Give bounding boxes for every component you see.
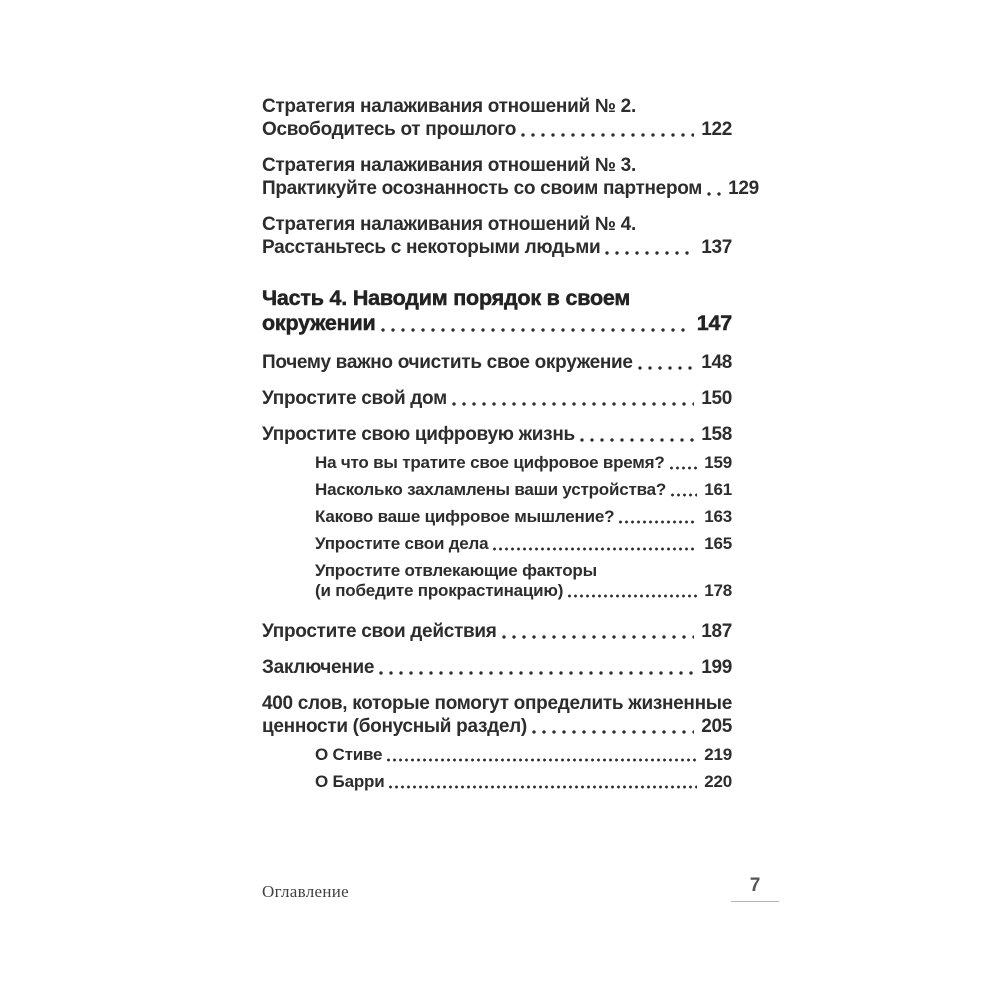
toc-sub-entry (262, 534, 732, 554)
toc-line (262, 620, 732, 643)
toc-page-number: 199 (701, 657, 732, 678)
toc-line (262, 236, 732, 259)
dot-leader (532, 730, 694, 734)
toc-entry (262, 692, 732, 738)
toc-page-number: 159 (704, 453, 732, 472)
toc-line (262, 95, 732, 118)
dot-leader (452, 402, 694, 406)
toc-entry (262, 656, 732, 679)
toc-item-title: Упростите свою цифровую жизнь (262, 424, 575, 445)
toc-page-number: 148 (701, 352, 732, 373)
toc-item-title: Практикуйте осознанность со своим партнером (262, 178, 703, 199)
toc-line (315, 453, 732, 473)
toc-item-title: Упростите отвлекающие факторы (315, 561, 597, 580)
toc-item-title: (и победите прокрастинацию) (315, 581, 564, 600)
toc-sub-entry (262, 561, 732, 601)
toc-entry (262, 423, 732, 446)
dot-leader (389, 785, 697, 789)
dot-leader (379, 671, 694, 675)
toc-line (262, 715, 732, 738)
dot-leader (671, 493, 697, 497)
toc-line (262, 656, 732, 679)
toc-entry (262, 154, 759, 200)
toc-item-title: Стратегия налаживания отношений № 2. (262, 96, 636, 117)
toc-line (315, 561, 732, 581)
toc-item-title: 400 слов, которые помогут определить жизненные (262, 693, 732, 714)
toc-page-number: 161 (704, 480, 732, 499)
toc-line (315, 772, 732, 792)
toc-sub-entry (262, 507, 732, 527)
footer-section-label: Оглавление (262, 882, 349, 901)
toc-line (262, 423, 732, 446)
toc-page-number: 178 (704, 581, 732, 600)
dot-leader (670, 466, 698, 470)
dot-leader (619, 520, 697, 524)
toc-page-number: 129 (728, 178, 759, 199)
toc-line (262, 351, 732, 374)
toc-sub-entry (262, 772, 732, 792)
dot-leader (580, 438, 694, 442)
toc-line (315, 507, 732, 527)
toc-item-title: Каково ваше цифровое мышление? (315, 507, 615, 526)
toc-line (262, 387, 732, 410)
toc-entry (262, 95, 732, 141)
dot-leader (568, 594, 697, 598)
toc-page-number: 122 (701, 119, 732, 140)
toc-page-number: 219 (704, 745, 732, 764)
toc-item-title: О Барри (315, 772, 385, 791)
toc-item-title: Часть 4. Наводим порядок в своем (262, 286, 631, 310)
dot-leader (605, 251, 694, 255)
toc-entry (262, 351, 732, 374)
dot-leader (502, 635, 695, 639)
toc-line (262, 692, 732, 715)
toc-item-title: Заключение (262, 657, 375, 678)
toc-line (262, 286, 732, 311)
toc-list (262, 95, 759, 792)
toc-page-number: 137 (701, 237, 732, 258)
toc-entry (262, 387, 732, 410)
toc-item-title: Стратегия налаживания отношений № 3. (262, 155, 636, 176)
toc-page-number: 147 (696, 311, 732, 335)
toc-sub-entry (262, 453, 732, 473)
toc-sub-entry (262, 745, 732, 765)
dot-leader (638, 366, 694, 370)
toc-line (262, 118, 732, 141)
toc-part-header (262, 286, 732, 336)
toc-page-number: 163 (704, 507, 732, 526)
toc-line (315, 480, 732, 500)
toc-item-title: Насколько захламлены ваши устройства? (315, 480, 667, 499)
dot-leader (493, 547, 697, 551)
toc-line (262, 177, 759, 200)
dot-leader (381, 328, 690, 332)
footer-page-number: 7 (731, 875, 779, 902)
toc-item-title: На что вы тратите свое цифровое время? (315, 453, 665, 472)
toc-line (262, 213, 732, 236)
dot-leader (707, 192, 721, 196)
toc-page-number: 150 (701, 388, 732, 409)
toc-item-title: Упростите свой дом (262, 388, 447, 409)
toc-page-number: 165 (704, 534, 732, 553)
toc-page-number: 158 (701, 424, 732, 445)
toc-item-title: окружении (262, 311, 376, 335)
toc-line (262, 154, 732, 177)
toc-item-title: Упростите свои дела (315, 534, 489, 553)
toc-line (315, 581, 732, 601)
toc-line (262, 311, 732, 336)
toc-item-title: ценности (бонусный раздел) (262, 716, 527, 737)
toc-item-title: Стратегия налаживания отношений № 4. (262, 214, 636, 235)
toc-item-title: Расстаньтесь с некоторыми людьми (262, 237, 601, 258)
toc-item-title: Упростите свои действия (262, 621, 497, 642)
toc-item-title: О Стиве (315, 745, 383, 764)
toc-item-title: Освободитесь от прошлого (262, 119, 517, 140)
toc-line (315, 745, 732, 765)
dot-leader (521, 133, 694, 137)
toc-entry (262, 620, 732, 643)
toc-page-number: 220 (704, 772, 732, 791)
toc-sub-entry (262, 480, 732, 500)
dot-leader (387, 758, 697, 762)
toc-page-number: 205 (701, 716, 732, 737)
toc-item-title: Почему важно очистить свое окружение (262, 352, 633, 373)
toc-page-number: 187 (701, 621, 732, 642)
toc-line (315, 534, 732, 554)
toc-entry (262, 213, 732, 259)
